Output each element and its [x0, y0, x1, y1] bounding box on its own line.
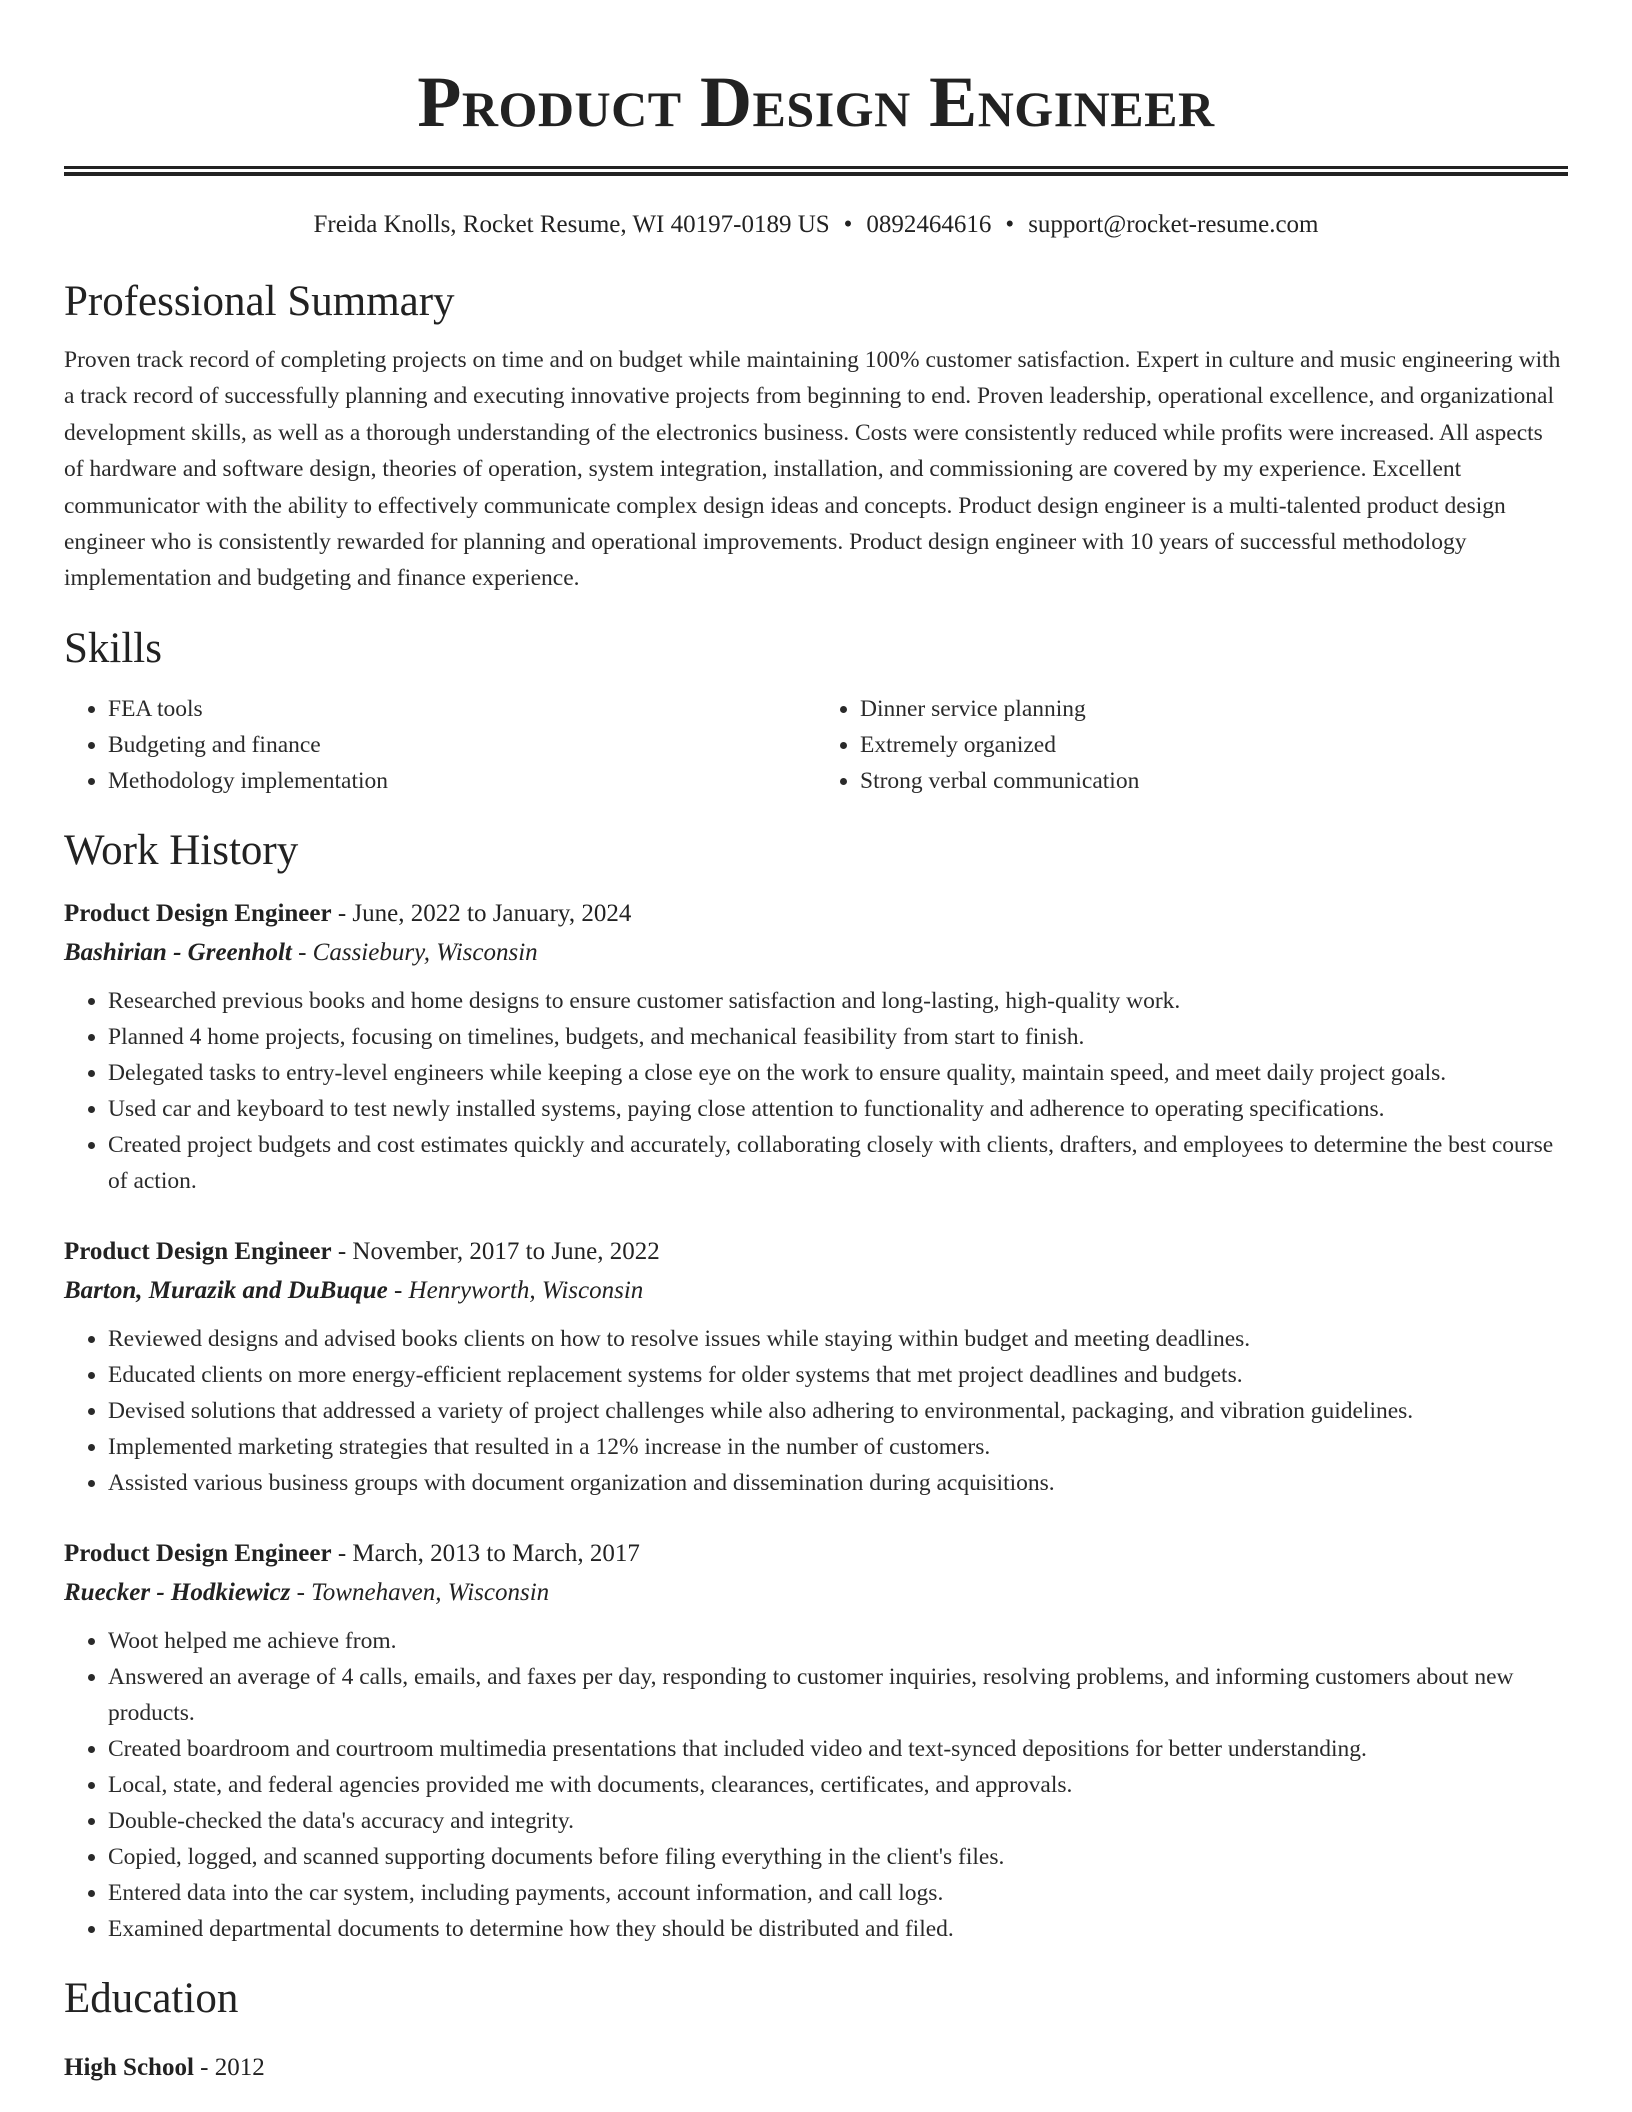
skill-item: • Extremely organized: [860, 727, 1568, 763]
job-header: [64, 1233, 1568, 1271]
company-line: [64, 933, 1568, 973]
work-history-heading: Work History: [64, 826, 299, 874]
contact-line: [64, 208, 1568, 242]
school-name: High School: [64, 2053, 194, 2081]
company-location: - Townehaven, Wisconsin: [290, 1578, 550, 1606]
contact-address: Freida Knolls, Rocket Resume, WI 40197-0189 US: [313, 211, 830, 238]
job-duty: • Researched previous books and home designs to ensure customer satisfaction and long-lasting, high-quality work.: [108, 983, 1568, 1019]
job-duty: • Assisted various business groups with document organization and dissemination during acquisitions.: [108, 1465, 1568, 1501]
resume-title: Product Design Engineer: [417, 62, 1215, 142]
company-name: Bashirian - Greenholt: [64, 938, 292, 966]
job-duties: [64, 1321, 1568, 1501]
contact-phone: 0892464616: [866, 211, 992, 238]
company-line: [64, 1573, 1568, 1613]
job-title: Product Design Engineer: [64, 1539, 332, 1567]
company-location: - Cassiebury, Wisconsin: [291, 938, 538, 966]
job-entry: [64, 1233, 1568, 1501]
summary-text: Proven track record of completing projects on time and on budget while maintaining 100% customer satisfaction. Expert in culture and music engineering with a track record of successfully planning and executing innovative projects from beginning to end. Proven leadership, operational excellence, and organizational development skills, as well as a thorough understanding of the electronics business. Costs were consistently reduced while profits were increased. All aspects of hardware and software design, theories of operation, system integration, installation, and commissioning are covered by my experience. Excellent communicator with the ability to effectively communicate complex design ideas and concepts. Product design engineer is a multi-talented product design engineer who is consistently rewarded for planning and operational improvements. Product design engineer with 10 years of successful methodology implementation and budgeting and finance experience.: [64, 347, 1561, 592]
job-duty: • Delegated tasks to entry-level engineers while keeping a close eye on the work to ensure quality, maintain speed, and meet daily project goals.: [108, 1055, 1568, 1091]
skill-item: • Budgeting and finance: [108, 727, 816, 763]
skills-column-right: [816, 691, 1568, 799]
job-dates: - June, 2022 to January, 2024: [331, 899, 632, 927]
job-dates: - March, 2013 to March, 2017: [331, 1539, 640, 1567]
skills-heading: Skills: [64, 624, 162, 672]
job-duty: • Implemented marketing strategies that resulted in a 12% increase in the number of customers.: [108, 1429, 1568, 1465]
job-dates: - November, 2017 to June, 2022: [331, 1237, 660, 1265]
job-duty: • Used car and keyboard to test newly installed systems, paying close attention to functionality and adherence to operating specifications.: [108, 1091, 1568, 1127]
skill-item: • Dinner service planning: [860, 691, 1568, 727]
job-duty: • Answered an average of 4 calls, emails, and faxes per day, responding to customer inquiries, resolving problems, and informing customers about new products.: [108, 1659, 1568, 1731]
job-duty: • Educated clients on more energy-efficient replacement systems for older systems that met project deadlines and budgets.: [108, 1357, 1568, 1393]
job-duty: • Entered data into the car system, including payments, account information, and call logs.: [108, 1875, 1568, 1911]
job-title: Product Design Engineer: [64, 1237, 332, 1265]
education-entry: [64, 2049, 1568, 2087]
job-duty: • Local, state, and federal agencies provided me with documents, clearances, certificates, and approvals.: [108, 1767, 1568, 1803]
job-duty: • Planned 4 home projects, focusing on timelines, budgets, and mechanical feasibility from start to finish.: [108, 1019, 1568, 1055]
job-duty: • Created project budgets and cost estimates quickly and accurately, collaborating closely with clients, drafters, and employees to determine the best course of action.: [108, 1127, 1568, 1199]
contact-separator: •: [1005, 211, 1015, 238]
job-duty: • Created boardroom and courtroom multimedia presentations that included video and text-synced depositions for better understanding.: [108, 1731, 1568, 1767]
job-header: [64, 895, 1568, 933]
company-location: - Henryworth, Wisconsin: [387, 1276, 644, 1304]
job-duties: [64, 1623, 1568, 1947]
company-name: Ruecker - Hodkiewicz: [64, 1578, 291, 1606]
job-duty: • Devised solutions that addressed a variety of project challenges while also adhering to environmental, packaging, and vibration guidelines.: [108, 1393, 1568, 1429]
job-duties: [64, 983, 1568, 1199]
job-duty: • Woot helped me achieve from.: [108, 1623, 1568, 1659]
skills-list: [64, 691, 1568, 799]
graduation-year: - 2012: [193, 2053, 265, 2081]
job-duty: • Reviewed designs and advised books clients on how to resolve issues while staying within budget and meeting deadlines.: [108, 1321, 1568, 1357]
company-line: [64, 1271, 1568, 1311]
contact-email: support@rocket-resume.com: [1028, 211, 1319, 238]
job-title: Product Design Engineer: [64, 899, 332, 927]
job-duty: • Double-checked the data's accuracy and integrity.: [108, 1803, 1568, 1839]
job-entry: [64, 895, 1568, 1199]
skills-column-left: [64, 691, 816, 799]
skill-item: • FEA tools: [108, 691, 816, 727]
job-header: [64, 1535, 1568, 1573]
skill-item: • Methodology implementation: [108, 763, 816, 799]
job-duty: • Copied, logged, and scanned supporting documents before filing everything in the client's files.: [108, 1839, 1568, 1875]
education-heading: Education: [64, 1974, 239, 2022]
job-duty: • Examined departmental documents to determine how they should be distributed and filed.: [108, 1911, 1568, 1947]
skill-item: • Strong verbal communication: [860, 763, 1568, 799]
job-entry: [64, 1535, 1568, 1947]
contact-separator: •: [843, 211, 853, 238]
summary-heading: Professional Summary: [64, 278, 455, 325]
company-name: Barton, Murazik and DuBuque: [64, 1276, 388, 1304]
title-divider: [64, 166, 1568, 176]
